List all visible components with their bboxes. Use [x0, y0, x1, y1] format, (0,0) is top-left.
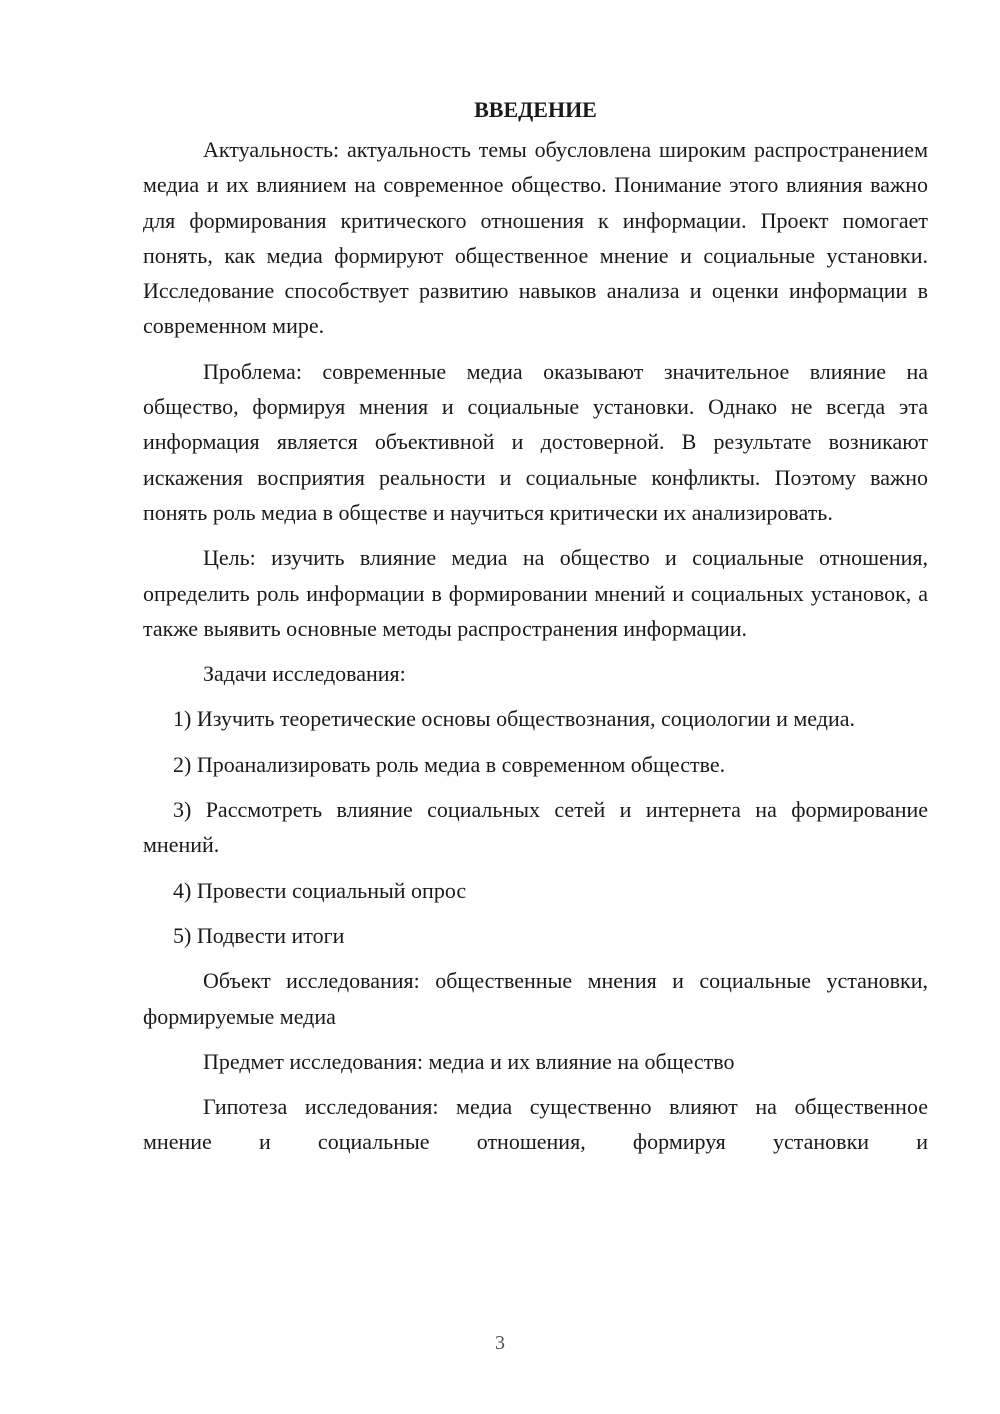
hypothesis-paragraph: Гипотеза исследования: медиа существенно влияют на общественное мнение и социальные отношения, формируя установки и — [143, 1094, 928, 1155]
object-paragraph: Объект исследования: общественные мнения и социальные установки, формируемые медиа — [143, 968, 928, 1029]
page-title: ВВЕДЕНИЕ — [474, 97, 597, 122]
task-item-4: 4) Провести социальный опрос — [173, 877, 467, 903]
task-item-3: 3) Рассмотреть влияние социальных сетей и интернета на формирование мнений. — [143, 797, 928, 858]
task-item-5: 5) Подвести итоги — [173, 922, 345, 948]
page-number: 3 — [495, 1332, 505, 1354]
goal-paragraph: Цель: изучить влияние медиа на общество и социальные отношения, определить роль информации в формировании мнений и социальных установок, а также выявить основные методы распространения информации. — [143, 545, 928, 641]
task-item-2: 2) Проанализировать роль медиа в современном обществе. — [173, 751, 726, 777]
tasks-heading: Задачи исследования: — [203, 661, 406, 687]
subject-paragraph: Предмет исследования: медиа и их влияние на общество — [203, 1048, 735, 1074]
problem-paragraph: Проблема: современные медиа оказывают значительное влияние на общество, формируя мнения и социальные установки. Однако не всегда эта информация является объективной и достоверной. В результате возникают искажения восприятия реальности и социальные конфликты. Поэтому важно понять роль медиа в обществе и научиться критически их анализировать. — [143, 358, 928, 525]
relevance-paragraph: Актуальность: актуальность темы обусловлена широким распространением медиа и их влиянием на современное общество. Понимание этого влияния важно для формирования критического отношения к информации. Проект помогает понять, как медиа формируют общественное мнение и социальные установки. Исследование способствует развитию навыков анализа и оценки информации в современном мире. — [143, 137, 928, 339]
task-item-1: 1) Изучить теоретические основы обществознания, социологии и медиа. — [173, 706, 856, 732]
document-page — [143, 92, 928, 1170]
